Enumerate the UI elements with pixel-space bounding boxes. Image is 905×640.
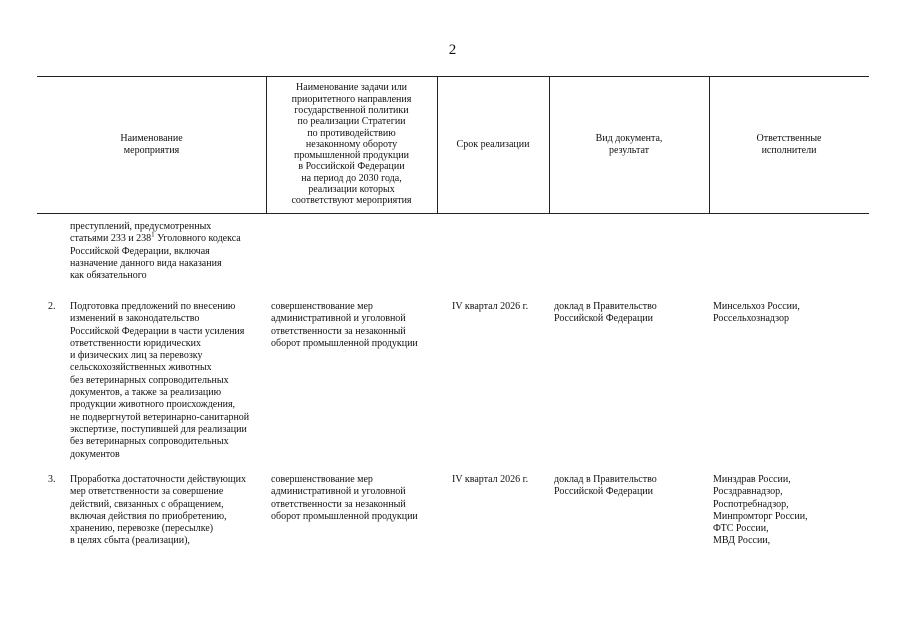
page-number: 2: [448, 42, 457, 58]
header-deadline: Срок реализации: [456, 138, 530, 150]
row-task: совершенствование мер административной и уголовной ответственности за незаконный оборот промышленной продукции: [271, 301, 418, 349]
row-result: доклад в Правительство Российской Федерации: [554, 301, 657, 325]
row-executors: Минсельхоз России, Россельхознадзор: [713, 301, 800, 325]
header-measure: Наименование мероприятия: [120, 133, 183, 156]
continuation-line2-post: Уголовного кодекса: [154, 233, 241, 245]
header-bottom-rule: [37, 213, 869, 214]
row-measure: Проработка достаточности действующих мер ответственности за совершение действий, связанных с обращением, включая действия по приобретению, хранению, перевозке (пересылке) в целях сбыта (реализации),: [70, 474, 246, 547]
continuation-line1: преступлений, предусмотренных: [70, 221, 212, 232]
header-result: Вид документа, результат: [595, 133, 663, 156]
row-executors: Минздрав России, Росздравнадзор, Роспотребнадзор, Минпромторг России, ФТС России, МВД России,: [713, 474, 808, 547]
row-number: 3.: [48, 474, 56, 485]
row-deadline: IV квартал 2026 г.: [452, 474, 529, 485]
row-number: 2.: [48, 301, 56, 312]
continuation-line2-pre: статьями 233 и 238: [70, 233, 152, 245]
header-task: Наименование задачи или приоритетного направления государственной политики по реализации Стратегии по противодействию незаконному обороту промышленной продукции в Российской Федерации на период до 2030 года, реализации которых соответствуют мероприятия: [291, 82, 412, 207]
continuation-line3: Российской Федерации, включая назначение данного вида наказания как обязательного: [70, 245, 222, 282]
header-executors: Ответственные исполнители: [756, 133, 822, 156]
row-result: доклад в Правительство Российской Федерации: [554, 474, 657, 498]
row-measure: Подготовка предложений по внесению изменений в законодательство Российской Федерации в части усиления ответственности юридических и физических лиц за перевозку сельскохозяйственных животных без ветеринарных сопроводительных документов, а также за реализацию продукции животного происхождения, не подвергнутой ветеринарно-санитарной экспертизе, поступившей для реализации без ветеринарных сопроводительных документов: [70, 301, 250, 460]
superscript: 1: [151, 230, 155, 239]
continuation-text: [70, 221, 266, 282]
row-task: совершенствование мер административной и уголовной ответственности за незаконный оборот промышленной продукции: [271, 474, 418, 522]
row-deadline: IV квартал 2026 г.: [452, 301, 529, 312]
